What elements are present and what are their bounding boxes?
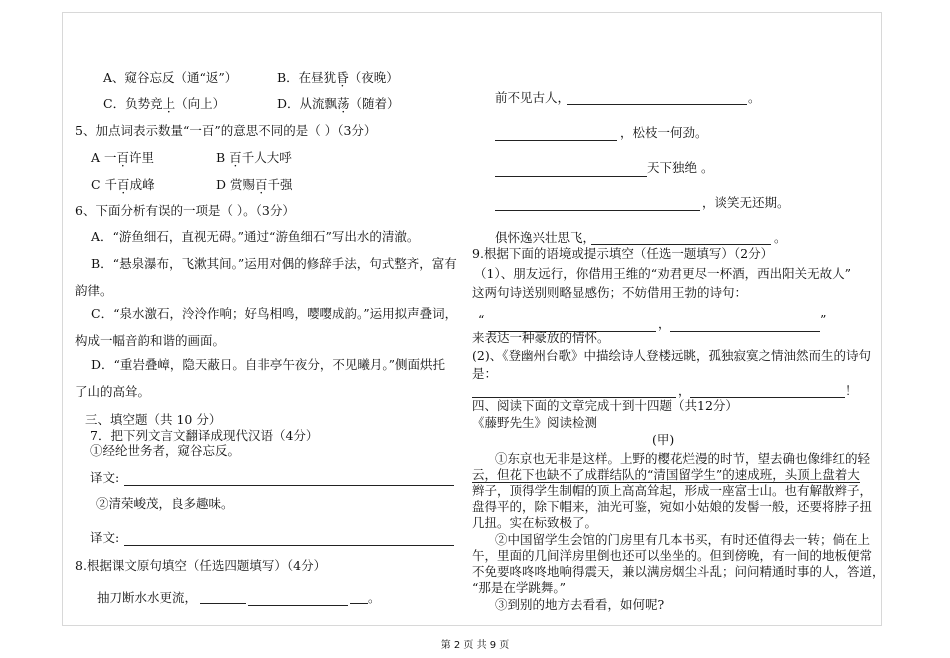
q7-answer-line-2[interactable] [124, 545, 454, 546]
q9-item-1-line1: （1）、朋友远行，你借用王维的“劝君更尽一杯酒，西出阳关无故人” [474, 266, 851, 281]
section-3-heading: 三、填空题（共 10 分） [85, 412, 222, 427]
q9-item-2-excl: ！ [845, 383, 858, 398]
q4-option-a: A、窥谷忘反（通“返”） [103, 70, 238, 85]
passage-jia-label: (甲) [652, 432, 675, 447]
q8-answer-line-a[interactable] [200, 603, 246, 604]
q5-option-a: A 一百许里 [91, 150, 155, 165]
fill-r5-line[interactable] [591, 244, 771, 245]
fill-r4-suffix: ，谈笑无还期。 [702, 195, 790, 210]
q5-question: 5、加点词表示数量“一百”的意思不同的是（ ）（3分） [75, 123, 377, 138]
fill-r1-prefix: 前不见古人， [495, 90, 571, 105]
fill-r3-suffix: 天下独绝 。 [647, 160, 714, 175]
q9-item-2-line2: 是： [472, 366, 498, 381]
q7-answer-line-1[interactable] [124, 485, 454, 486]
q9-open-quote: “ [478, 312, 485, 327]
q6-option-a: A．“游鱼细石，直视无碍。”通过“游鱼细石”写出水的清澈。 [91, 229, 420, 244]
q9-close-quote: ” [820, 312, 827, 327]
q5-option-d: D 赏赐百千强 [216, 177, 293, 192]
passage-p1-line4: 盘得平的，除下帽来，油光可鉴，宛如小姑娘的发髻一般，还要将脖子扭 [472, 499, 873, 514]
reading-title: 《藤野先生》阅读检测 [472, 415, 598, 430]
q8-answer-line-c[interactable] [350, 603, 368, 604]
fill-r1-line[interactable] [567, 104, 747, 105]
q7-item-2: ②清荣峻茂，良多趣味。 [96, 496, 234, 511]
passage-p1-line1: ①东京也无非是这样。上野的樱花烂漫的时节，望去确也像绯红的轻 [495, 451, 871, 466]
passage-p1-line5: 几扭。实在标致极了。 [472, 515, 598, 530]
q4-option-c: C．负势竞上（向上） [103, 96, 226, 111]
fill-r2-suffix: ，松枝一何劲。 [620, 125, 708, 140]
fill-r2-line[interactable] [495, 140, 617, 141]
q9-item-2-comma: ， [678, 383, 691, 398]
q6-option-c-line2: 构成一幅音韵和谐的画面。 [75, 333, 226, 348]
page-footer: 第 2 页 共 9 页 [440, 640, 510, 651]
q7-translation-label-1: 译文: [90, 470, 120, 485]
q4-option-b: B．在昼犹昏（夜晚） [277, 70, 399, 85]
q6-option-b-line2: 韵律。 [75, 283, 113, 298]
fill-r4-line[interactable] [495, 210, 700, 211]
passage-p2-line2: 午，里面的几间洋房里倒也还可以坐坐的。但到傍晚，有一间的地板便常 [472, 548, 873, 563]
q6-option-d-line1: D．“重岩叠嶂，隐天蔽日。自非亭午夜分，不见曦月。”侧面烘托 [91, 357, 446, 372]
q8-answer-line-b[interactable] [248, 605, 348, 606]
fill-r1-end: 。 [748, 90, 761, 105]
fill-r5-prefix: 俱怀逸兴壮思飞， [495, 230, 596, 245]
q6-option-d-line2: 了山的高耸。 [75, 384, 151, 399]
q7-translation-label-2: 译文: [90, 530, 120, 545]
q8-item-1-end: 。 [368, 590, 381, 605]
passage-p2-line3: 不免要咚咚咚地响得震天，兼以满房烟尘斗乱；问问精通时事的人，答道， [472, 564, 885, 579]
q7-question: 7．把下列文言文翻译成现代汉语（4分） [90, 428, 319, 443]
q5-option-c: C 千百成峰 [91, 177, 155, 192]
q7-item-1: ①经纶世务者，窥谷忘反。 [90, 443, 241, 458]
q4-option-d: D．从流飘荡（随着） [277, 96, 400, 111]
passage-p1-line2: 云，但花下也缺不了成群结队的“清国留学生”的速成班，头顶上盘着大 [472, 467, 860, 482]
passage-p2-line4: “那是在学跳舞。” [472, 580, 567, 595]
fill-r5-end: 。 [774, 230, 787, 245]
q9-item-1-line2: 这两句诗送别则略显感伤；不妨借用王勃的诗句： [472, 285, 748, 300]
q6-option-c-line1: C．“泉水激石，泠泠作响；好鸟相鸣，嘤嘤成韵。”运用拟声叠词， [91, 306, 458, 321]
q9-question: 9.根据下面的语境或提示填空（任选一题填写）（2分） [472, 246, 774, 261]
q6-option-b-line1: B．“悬泉瀑布，飞漱其间。”运用对偶的修辞手法，句式整齐，富有 [91, 256, 457, 271]
q6-question: 6、下面分析有误的一项是（ ）。（3分） [75, 203, 295, 218]
passage-p1-line3: 辫子，顶得学生制帽的顶上高高耸起，形成一座富士山。也有解散辫子， [472, 483, 873, 498]
fill-r3-line[interactable] [495, 176, 647, 177]
q9-item-1-line3: 来表达一种豪放的情怀。 [472, 330, 610, 345]
q9-comma: ， [658, 316, 671, 331]
q9-answer-line-2[interactable] [670, 331, 820, 332]
passage-p3: ③到别的地方去看看，如何呢? [495, 597, 665, 612]
q5-option-b: B 百千人大呼 [216, 150, 292, 165]
section-4-heading: 四、阅读下面的文章完成十到十四题（共12分） [472, 398, 738, 413]
q8-item-1: 抽刀断水水更流， [97, 590, 198, 605]
q9-item-2-line1: (2)、《登幽州台歌》中描绘诗人登楼远眺，孤独寂寞之情油然而生的诗句 [472, 348, 871, 363]
passage-p2-line1: ②中国留学生会馆的门房里有几本书买，有时还值得去一转；倘在上 [495, 532, 871, 547]
q8-question: 8.根据课文原句填空（任选四题填写）（4分） [75, 558, 327, 573]
